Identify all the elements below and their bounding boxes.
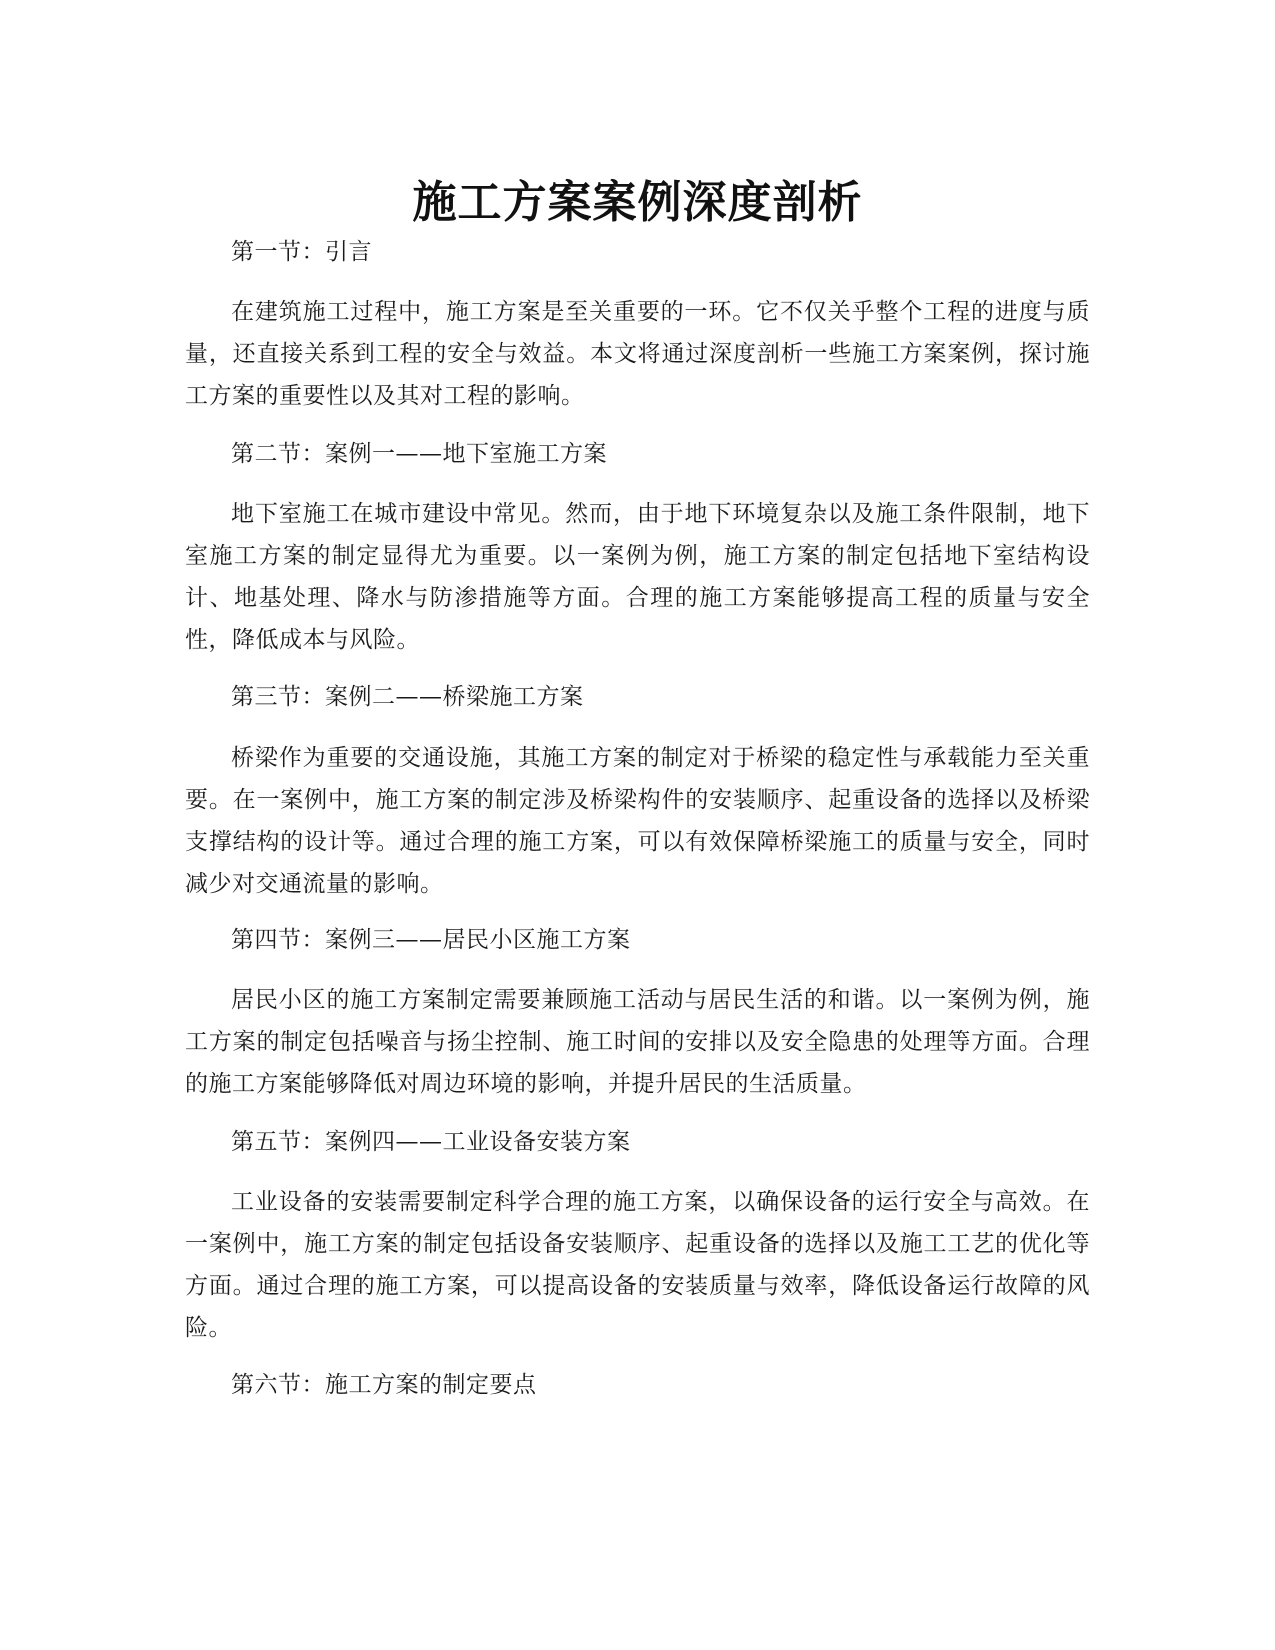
section-heading-1: 第一节：引言: [231, 239, 372, 265]
section-paragraph-2: 地下室施工在城市建设中常见。然而，由于地下环境复杂以及施工条件限制，地下室施工方案的制定显得尤为重要。以一案例为例，施工方案的制定包括地下室结构设计、地基处理、降水与防渗措施等方面。合理的施工方案能够提高工程的质量与安全性，降低成本与风险。: [185, 501, 1090, 653]
document-title: 施工方案案例深度剖析: [412, 177, 863, 229]
section-heading-6: 第六节：施工方案的制定要点: [231, 1372, 537, 1398]
section-heading-5: 第五节：案例四——工业设备安装方案: [231, 1129, 631, 1155]
section-paragraph-3: 桥梁作为重要的交通设施，其施工方案的制定对于桥梁的稳定性与承载能力至关重要。在一案例中，施工方案的制定涉及桥梁构件的安装顺序、起重设备的选择以及桥梁支撑结构的设计等。通过合理的施工方案，可以有效保障桥梁施工的质量与安全，同时减少对交通流量的影响。: [185, 745, 1090, 897]
section-heading-2: 第二节：案例一——地下室施工方案: [231, 441, 607, 467]
section-paragraph-5: 工业设备的安装需要制定科学合理的施工方案，以确保设备的运行安全与高效。在一案例中，施工方案的制定包括设备安装顺序、起重设备的选择以及施工工艺的优化等方面。通过合理的施工方案，可以提高设备的安装质量与效率，降低设备运行故障的风险。: [185, 1189, 1090, 1341]
section-paragraph-1: 在建筑施工过程中，施工方案是至关重要的一环。它不仅关乎整个工程的进度与质量，还直接关系到工程的安全与效益。本文将通过深度剖析一些施工方案案例，探讨施工方案的重要性以及其对工程的影响。: [185, 299, 1090, 409]
section-paragraph-4: 居民小区的施工方案制定需要兼顾施工活动与居民生活的和谐。以一案例为例，施工方案的制定包括噪音与扬尘控制、施工时间的安排以及安全隐患的处理等方面。合理的施工方案能够降低对周边环境的影响，并提升居民的生活质量。: [185, 987, 1090, 1097]
section-heading-4: 第四节：案例三——居民小区施工方案: [231, 927, 631, 953]
section-heading-3: 第三节：案例二——桥梁施工方案: [231, 684, 584, 710]
